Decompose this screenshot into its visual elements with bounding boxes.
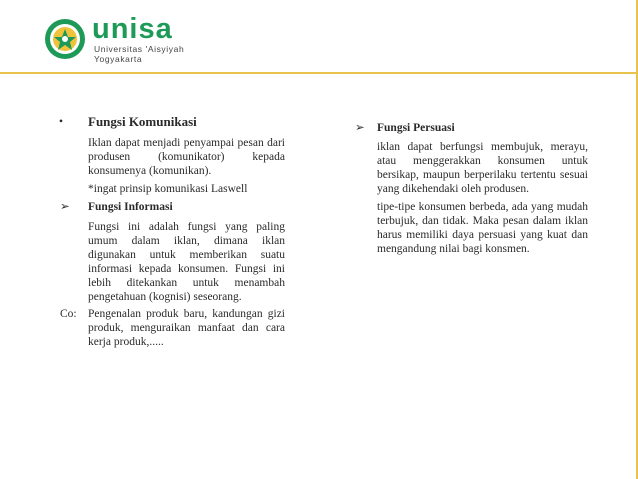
bullet-dot: •: [59, 116, 64, 128]
header-accent-line: [0, 72, 638, 74]
heading-informasi: [60, 200, 285, 216]
brand-block: [92, 14, 184, 64]
example-block: [60, 307, 285, 349]
heading-persuasi: [355, 121, 588, 137]
paragraph-persuasi-1: iklan dapat berfungsi membujuk, merayu, atau menggerakkan konsumen untuk bersikap, maupun berperilaku tertentu sesuai yang dikehendaki oleh produsen.: [377, 141, 588, 195]
arrow-bullet-icon: ➢: [355, 122, 365, 134]
paragraph-komunikasi: Iklan dapat menjadi penyampai pesan dari produsen (komunikator) kepada konsumenya (komunikan).: [88, 137, 285, 177]
brand-subtitle-1: Universitas 'Aisyiyah: [94, 44, 185, 54]
example-prefix: Co:: [60, 308, 77, 320]
left-column: [60, 115, 285, 349]
paragraph-contoh: Pengenalan produk baru, kandungan gizi produk, menguraikan manfaat dan cara kerja produk,.....: [88, 308, 285, 348]
header-bar: [0, 0, 638, 72]
paragraph-informasi: Fungsi ini adalah fungsi yang paling umum dalam iklan, dimana iklan digunakan untuk memberikan suatu informasi kepada konsumen. Fungsi ini lebih ditekankan untuk menambah pengetahuan (kognisi) seseorang.: [88, 221, 285, 303]
brand-subtitle-2: Yogyakarta: [94, 54, 143, 64]
note-laswell: *ingat prinsip komunikasi Laswell: [88, 183, 248, 195]
arrow-bullet-icon: ➢: [60, 201, 70, 213]
paragraph-persuasi-2: tipe-tipe konsumen berbeda, ada yang mudah terbujuk, dan tidak. Maka pesan dalam iklan harus memiliki daya persuasi yang kuat dan mengandung nilai bagi konsmen.: [377, 201, 588, 255]
heading-persuasi-text: Fungsi Persuasi: [377, 122, 455, 134]
right-column: [355, 121, 588, 256]
heading-informasi-text: Fungsi Informasi: [88, 201, 173, 213]
heading-komunikasi-text: Fungsi Komunikasi: [88, 114, 197, 129]
brand-name: unisa: [92, 13, 173, 45]
heading-komunikasi: [60, 115, 285, 133]
university-seal-icon: [44, 18, 86, 60]
